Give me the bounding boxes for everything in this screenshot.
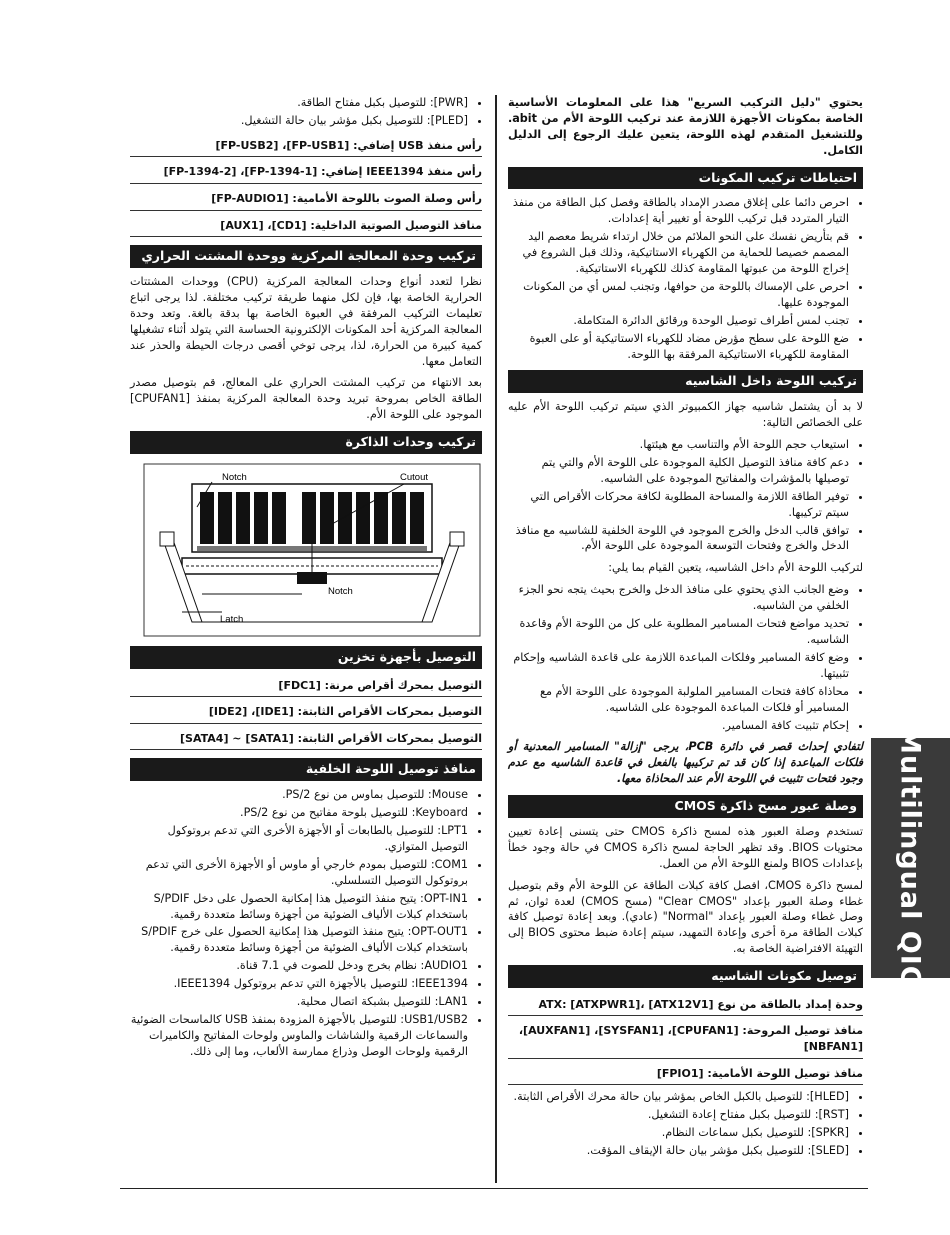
memory-diagram [142,462,482,638]
front-audio-ref: رأس وصلة الصوت باللوحة الأمامية: [FP-AUDIO1] [130,188,482,211]
pcb-note: لتفادي إحداث قصر في دائرة PCB، يرجى "إزالة" المسامير المعدنية أو فلكات المباعدة إذا كان قد تم تركيبها بالفعل في قاعدة الشاسيه مع عدم وجود فتحات تثبيت في اللوحة الأم عند المحاذاة معها. [508,740,863,786]
list-item: • Mouse: للتوصيل بماوس من نوع PS/2. [130,787,468,803]
list-item: • LAN1: للتوصيل بشبكة اتصال محلية. [130,994,468,1010]
side-tab-label: Multilingual QIG [894,727,926,989]
chassis-intro: لا بد أن يشتمل شاسيه جهاز الكمبيوتر الذي سيتم تركيب اللوحة الأم عليه على الخصائص التالية: [508,400,863,430]
precautions-list [508,195,863,362]
list-item: • IEEE1394: للتوصيل بالأجهزة التي تدعم بروتوكول IEEE1394. [130,976,468,992]
sata-ref: التوصيل بمحركات الأقراص الثابتة: [SATA1] ~ [SATA4] [130,728,482,751]
ide-ref: التوصيل بمحركات الأقراص الثابتة: [IDE1]، [IDE2] [130,701,482,724]
list-item: • محاذاة كافة فتحات المسامير الملولبة الموجودة على اللوحة الأم مع المسامير أو فلكات المباعدة الموجودة على الشاسيه. [508,684,849,716]
list-item: • وضع كافة المسامير وفلكات المباعدة اللازمة على قاعدة الشاسيه وإحكام تثبيتها. [508,650,849,682]
usb-header-ref: رأس منفذ USB إضافي: [FP-USB1]، [FP-USB2] [130,135,482,158]
list-item: • تجنب لمس أطراف توصيل الوحدة ورقائق الدائرة المتكاملة. [508,313,849,329]
section-heading-storage: التوصيل بأجهزة تخزين [130,646,482,669]
cmos-paragraph-1: تستخدم وصلة العبور هذه لمسح ذاكرة CMOS حتى يتسنى إعادة تعيين محتويات BIOS. وقد تظهر الحاجة لمسح ذاكرة CMOS في حالة وجود خطأ بإعدادات BIOS ولمنع اللوحة الأم من العمل. [508,824,864,870]
list-item: • ضع اللوحة على سطح مؤرض مضاد للكهرباء الاستاتيكية أو على العبوة المقاومة للكهرباء الاستاتيكية المرفقة بها اللوحة. [508,331,849,363]
internal-audio-ref: منافذ التوصيل الصوتية الداخلية: [CD1]، [AUX1] [130,215,482,238]
list-item: • تحديد مواضع فتحات المسامير المطلوبة على كل من اللوحة الأم وقاعدة الشاسيه. [508,616,849,648]
list-item: • [PWR]: للتوصيل بكبل مفتاح الطاقة. [130,95,468,111]
list-item: • دعم كافة منافذ التوصيل الكلية الموجودة على اللوحة الأم والتي يتم توصيلها بالمؤشرات والمفاتيح الموجودة على الشاسيه. [508,455,849,487]
section-heading-memory: تركيب وحدات الذاكرة [130,431,482,454]
list-item: • COM1: للتوصيل بمودم خارجي أو ماوس أو الأجهزة الأخرى التي تدعم بروتوكول التوصيل التسلسلي. [130,857,468,889]
back-panel-list [130,787,482,1060]
front-panel-ref: منافذ توصيل اللوحة الأمامية: [FPIO1] [508,1063,863,1086]
list-item: • احرص على الإمساك باللوحة من حوافها، وتجنب لمس أي من المكونات الموجودة عليها. [508,279,849,311]
list-item: • توفير الطاقة اللازمة والمساحة المطلوبة لكافة محركات الأقراص التي سيتم تركيبها. [508,489,849,521]
memory-module-figure [142,462,482,638]
cmos-paragraph-2: لمسح ذاكرة CMOS، افصل كافة كبلات الطاقة عن اللوحة الأم وقم بتوصيل غطاء وصلة العبور بإعداد "Clear CMOS" (مسح CMOS) لعدة ثوان، ثم وصل غطاء وصلة العبور بإعداد "Normal" (عادي). وبعد إعادة توصيل كافة كبلات الطاقة مرة أخرى وإعادة التمهيد، سيتم إعادة ضبط محتوى BIOS إلى التهيئة الافتراضية الخاصة به. [508,878,863,956]
label-cutout: Cutout [400,471,428,483]
section-heading-chassis-components: توصيل مكونات الشاسيه [508,965,863,988]
section-heading-chassis-install: تركيب اللوحة داخل الشاسيه [508,370,863,393]
list-item: • قم بتأريض نفسك على النحو الملائم من خلال ارتداء شريط معصم اليد المصمم خصيصا للحماية من الكهرباء الاستاتيكية، وذلك قبل الشروع في إخراج اللوحة من عبوتها المقاومة كذلك للكهرباء الاستاتيكية. [508,229,849,277]
cpu-paragraph-1: نظرا لتعدد أنواع وحدات المعالجة المركزية (CPU) ووحدات المشتتات الحرارية الخاصة بها، فإن لكل منهما طريقة تركيب مختلفة. لذا يرجى اتباع تعليمات التركيب المرفقة في العبوة الخاصة بها بدقة بالغة. وتعد وحدة المعالجة المركزية أحد المكونات الإلكترونية الحساسة التي يتولد أثناء تشغيلها كمية كبيرة من الحرارة، لذا، يرجى توخي أقصى درجات الحيطة والحذر عند التعامل معها. [130,275,482,368]
list-item: • [HLED]: للتوصيل بالكبل الخاص بمؤشر بيان حالة محرك الأقراص الثابتة. [508,1089,849,1105]
list-item: • [SPKR]: للتوصيل بكبل سماعات النظام. [508,1125,849,1141]
label-notch-top: Notch [222,471,247,483]
list-item: • OPT-IN1: يتيح منفذ التوصيل هذا إمكانية الحصول على دخل S/PDIF باستخدام كبلات الألياف الضوئية من أجهزة وسائط متعددة رقمية. [130,891,468,923]
left-column [130,95,482,1066]
chassis-steps-list [508,582,863,733]
chassis-requirements-list [508,437,863,554]
section-heading-cpu: تركيب وحدة المعالجة المركزية ووحدة المشتت الحراري [130,245,482,268]
list-item: • [PLED]: للتوصيل بكبل مؤشر بيان حالة التشغيل. [130,113,468,129]
list-item: • احرص دائما على إغلاق مصدر الإمداد بالطاقة وفصل كبل الطاقة من منفذ التيار المتردد قبل تركيب اللوحة أو تغيير أية إعدادات. [508,195,849,227]
list-item: • [SLED]: للتوصيل بكبل مؤشر بيان حالة الإيقاف المؤقت. [508,1143,849,1159]
list-item: • AUDIO1: نظام بخرج ودخل للصوت في 7.1 قناة. [130,958,468,974]
fan-connector-ref: منافذ توصيل المروحة: [CPUFAN1]، [SYSFAN1]، [AUXFAN1]، [NBFAN1] [508,1020,863,1058]
list-item: • وضع الجانب الذي يحتوي على منافذ الدخل والخرج بحيث يتجه نحو الجزء الخلفي من الشاسيه. [508,582,849,614]
list-item: • LPT1: للتوصيل بالطابعات أو الأجهزة الأخرى التي تدعم بروتوكول التوصيل المتوازي. [130,823,468,855]
intro-paragraph: يحتوي "دليل التركيب السريع" هذا على المعلومات الأساسية الخاصة بمكونات الأجهزة اللازمة عند تركيب اللوحة الأم من abit. وللتشغيل المتقدم لهذه اللوحة، يتعين عليك الرجوع إلى الدليل الكامل. [508,96,863,157]
floppy-ref: التوصيل بمحرك أقراص مرنة: [FDC1] [130,675,482,698]
list-item: • إحكام تثبيت كافة المسامير. [508,718,849,734]
cpu-paragraph-2: بعد الانتهاء من تركيب المشتت الحراري على المعالج، قم بتوصيل مصدر الطاقة الخاص بمروحة تبريد وحدة المعالجة المركزية بمنفذ [CPUFAN1] الموجود على اللوحة الأم. [130,376,482,422]
bottom-rule [120,1188,868,1189]
label-notch-bottom: Notch [328,585,353,597]
list-item: • استيعاب حجم اللوحة الأم والتناسب مع هيئتها. [508,437,849,453]
list-item: • USB1/USB2: للتوصيل بالأجهزة المزودة بمنفذ USB كالماسحات الضوئية والسماعات الرقمية والشاشات والماوس ولوحات المفاتيح والكاميرات الرقمية ولوحات الوصل وذراع ممارسة الألعاب، وما إلى ذلك. [130,1012,468,1060]
list-item: • Keyboard: للتوصيل بلوحة مفاتيح من نوع PS/2. [130,805,468,821]
section-heading-precautions: احتياطات تركيب المكونات [508,167,863,190]
list-item: • توافق قالب الدخل والخرج الموجود في اللوحة الخلفية للشاسيه مع منافذ الدخل والخرج وفتحات التوسعة الموجودة على اللوحة الأم. [508,523,849,555]
chassis-steps-intro: لتركيب اللوحة الأم داخل الشاسيه، يتعين القيام بما يلي: [608,561,863,575]
right-column [508,95,863,1165]
label-latch: Latch [220,613,244,625]
front-panel-list-cont [130,95,482,129]
column-divider [495,95,497,1183]
list-item: • OPT-OUT1: يتيح منفذ التوصيل هذا إمكانية الحصول على خرج S/PDIF باستخدام كبلات الألياف الضوئية من أجهزة وسائط متعددة رقمية. [130,924,468,956]
ieee1394-header-ref: رأس منفذ IEEE1394 إضافي: [FP-1394-1]، [FP-1394-2] [130,161,482,184]
section-heading-cmos: وصلة عبور مسح ذاكرة CMOS [508,795,863,818]
power-connector-ref: وحدة إمداد بالطاقة من نوع ATX: [ATXPWR1]، [ATX12V1] [508,994,863,1017]
front-panel-list [508,1089,863,1159]
section-heading-back-panel: منافذ توصيل اللوحة الخلفية [130,758,482,781]
list-item: • [RST]: للتوصيل بكبل مفتاح إعادة التشغيل. [508,1107,849,1123]
